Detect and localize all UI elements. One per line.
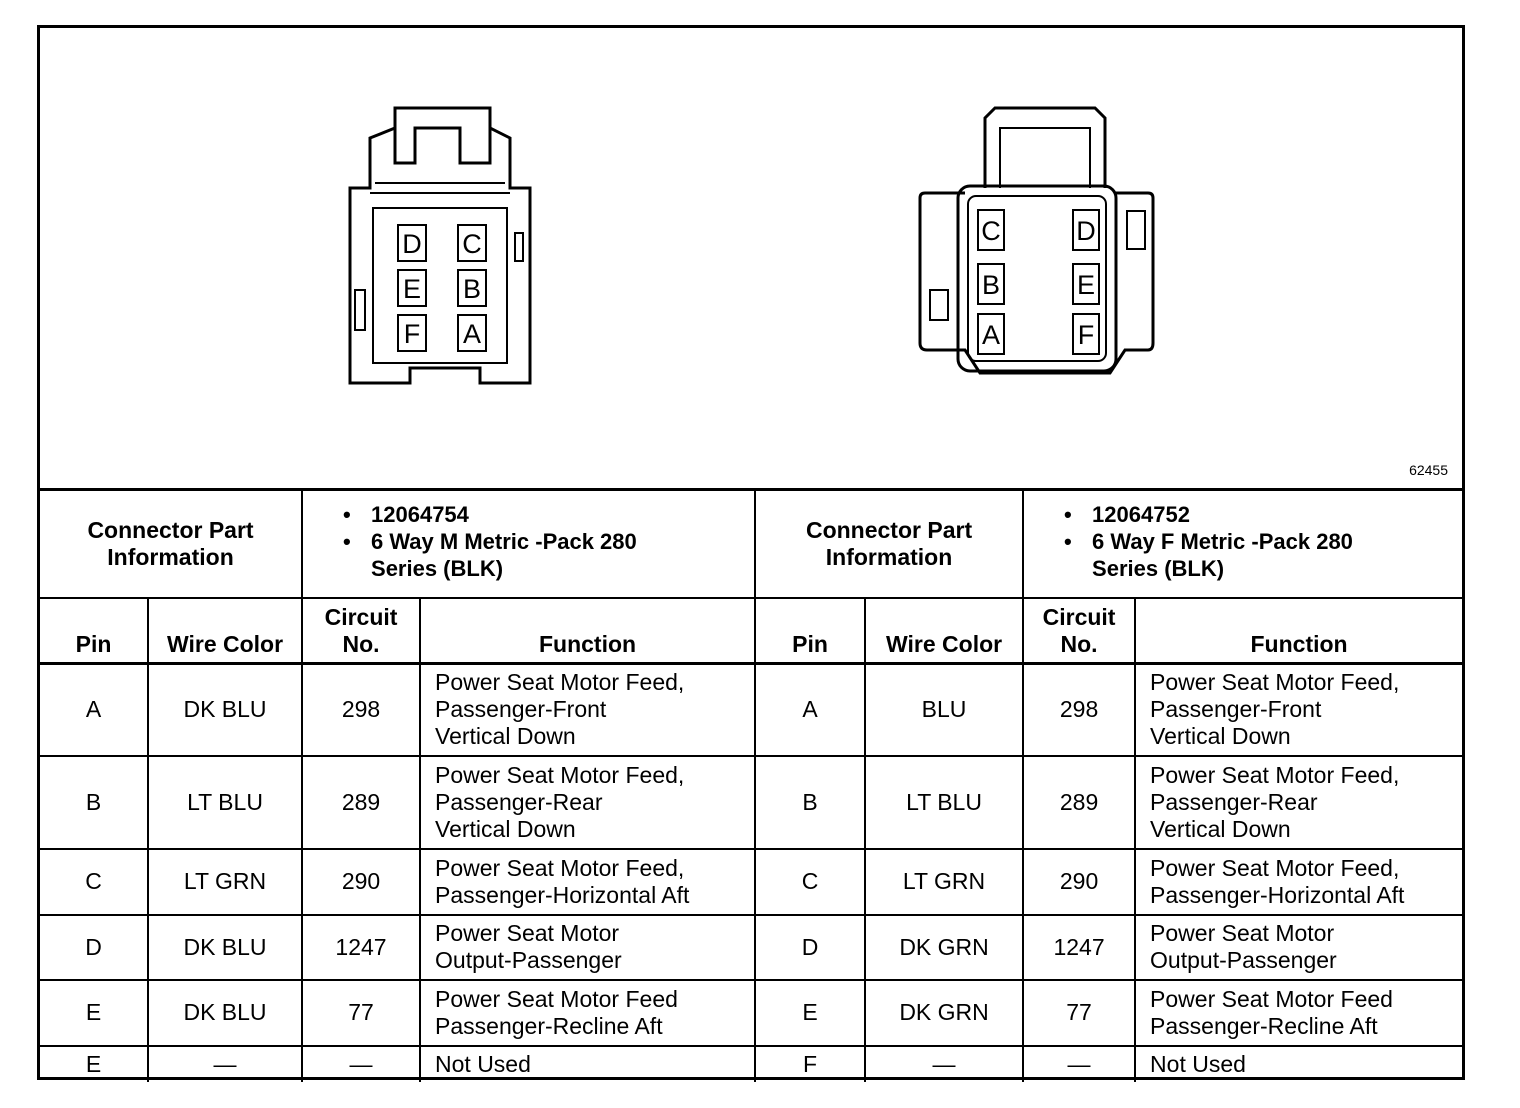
function-cell: Power Seat Motor Output-Passenger: [420, 915, 755, 980]
circuit-cell: 298: [1023, 664, 1135, 756]
table-row: [40, 1046, 1462, 1082]
circuit-cell: 289: [1023, 756, 1135, 849]
circuit-cell: 77: [1023, 980, 1135, 1046]
col-header-pin: Pin: [755, 598, 865, 664]
col-header-pin: Pin: [40, 598, 148, 664]
circuit-cell: 289: [302, 756, 420, 849]
female-pin-cells: [978, 210, 1099, 354]
circuit-cell: 298: [302, 664, 420, 756]
circuit-cell: 290: [302, 849, 420, 915]
male-connector-drawing: [350, 108, 530, 383]
wire-color-cell: DK GRN: [865, 980, 1023, 1046]
circuit-cell: 77: [302, 980, 420, 1046]
pin-label: D: [1076, 216, 1096, 246]
function-cell: Power Seat Motor Feed, Passenger-Front Vertical Down: [1135, 664, 1462, 756]
wire-color-cell: DK BLU: [148, 664, 302, 756]
col-header-wire-color: Wire Color: [148, 598, 302, 664]
pin-label: F: [1077, 320, 1095, 350]
wire-color-cell: —: [148, 1046, 302, 1082]
pin-label: A: [462, 319, 482, 349]
pin-cell: E: [755, 980, 865, 1046]
pin-cell: A: [755, 664, 865, 756]
pin-label: E: [1076, 270, 1096, 300]
pin-label: C: [981, 216, 1001, 246]
circuit-cell: 1247: [1023, 915, 1135, 980]
function-cell: Power Seat Motor Feed, Passenger-Horizontal Aft: [420, 849, 755, 915]
wire-color-cell: DK BLU: [148, 915, 302, 980]
male-pin-cells: [398, 225, 486, 351]
pin-cell: E: [40, 980, 148, 1046]
pin-label: E: [402, 274, 422, 304]
col-header-wire-color: Wire Color: [865, 598, 1023, 664]
table-row: [40, 664, 1462, 756]
function-cell: Power Seat Motor Feed, Passenger-Horizontal Aft: [1135, 849, 1462, 915]
connector-part-info-label-right: Connector Part Information: [755, 490, 1023, 598]
wire-color-cell: BLU: [865, 664, 1023, 756]
pin-label: B: [981, 270, 1001, 300]
circuit-cell: —: [302, 1046, 420, 1082]
connector-diagram-frame: [37, 25, 1465, 1080]
connector-part-info-label-left: Connector Part Information: [40, 490, 302, 598]
wire-color-cell: —: [865, 1046, 1023, 1082]
part-numbers-right: [1023, 490, 1462, 598]
pin-label: D: [402, 229, 422, 259]
pin-cell: C: [755, 849, 865, 915]
function-cell: Not Used: [420, 1046, 755, 1082]
function-cell: Power Seat Motor Feed, Passenger-Front Vertical Down: [420, 664, 755, 756]
figure-number: 62455: [1409, 462, 1448, 478]
function-cell: Power Seat Motor Feed Passenger-Recline Aft: [1135, 980, 1462, 1046]
pin-label: B: [462, 274, 482, 304]
function-cell: Power Seat Motor Feed, Passenger-Rear Vertical Down: [420, 756, 755, 849]
function-cell: Not Used: [1135, 1046, 1462, 1082]
connector-pinout-table: [40, 488, 1462, 1082]
col-header-function: Function: [1135, 598, 1462, 664]
table-row: [40, 849, 1462, 915]
circuit-cell: 290: [1023, 849, 1135, 915]
col-header-circuit: Circuit No.: [302, 598, 420, 664]
function-cell: Power Seat Motor Output-Passenger: [1135, 915, 1462, 980]
table-row: [40, 915, 1462, 980]
part-number: • 12064752: [1064, 501, 1462, 528]
part-numbers-left: [302, 490, 755, 598]
pin-cell: C: [40, 849, 148, 915]
connector-drawings: [40, 28, 1462, 488]
pin-cell: A: [40, 664, 148, 756]
pin-cell: D: [40, 915, 148, 980]
wire-color-cell: LT GRN: [148, 849, 302, 915]
function-cell: Power Seat Motor Feed, Passenger-Rear Vertical Down: [1135, 756, 1462, 849]
wire-color-cell: LT BLU: [148, 756, 302, 849]
connector-description: • 6 Way F Metric -Pack 280 Series (BLK): [1064, 528, 1462, 582]
pin-label: F: [403, 319, 421, 349]
table-row: [40, 756, 1462, 849]
table-row: [40, 980, 1462, 1046]
female-connector-drawing: [920, 108, 1153, 373]
connector-description: • 6 Way M Metric -Pack 280 Series (BLK): [343, 528, 754, 582]
pin-label: C: [462, 229, 482, 259]
pin-cell: D: [755, 915, 865, 980]
wire-color-cell: DK BLU: [148, 980, 302, 1046]
wire-color-cell: LT GRN: [865, 849, 1023, 915]
pinout-rows: [40, 664, 1462, 1082]
part-number: • 12064754: [343, 501, 754, 528]
pin-cell: F: [755, 1046, 865, 1082]
function-cell: Power Seat Motor Feed Passenger-Recline Aft: [420, 980, 755, 1046]
circuit-cell: 1247: [302, 915, 420, 980]
col-header-function: Function: [420, 598, 755, 664]
circuit-cell: —: [1023, 1046, 1135, 1082]
pin-label: A: [981, 320, 1001, 350]
col-header-circuit: Circuit No.: [1023, 598, 1135, 664]
wire-color-cell: DK GRN: [865, 915, 1023, 980]
pin-cell: B: [755, 756, 865, 849]
pin-cell: B: [40, 756, 148, 849]
wire-color-cell: LT BLU: [865, 756, 1023, 849]
pin-cell: E: [40, 1046, 148, 1082]
